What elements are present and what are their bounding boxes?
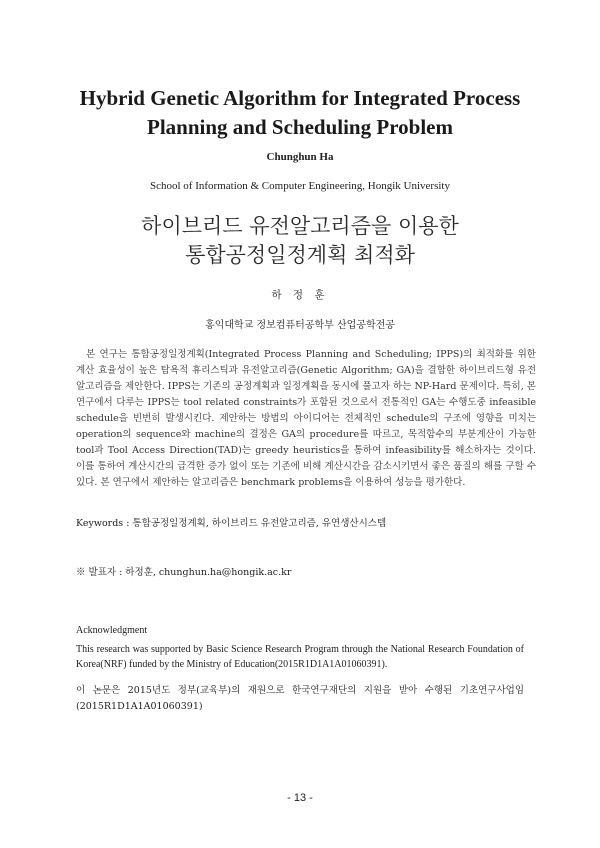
acknowledgment-text: This research was supported by Basic Science Research Program through the National Research Foundation of Korea(NRF) funded by the Ministry of Education(2015R1D1A1A01060391). [76,644,524,670]
author-ko: 하 정 훈 [271,289,329,301]
paper-title-ko-line1: 하이브리드 유전알고리즘을 이용한 [141,214,459,238]
page-number: - 13 - [287,792,313,804]
paper-title-ko-line2: 통합공정일정계획 최적화 [185,243,415,267]
affiliation-en: School of Information & Computer Engineering, Hongik University [149,180,450,192]
author-en: Chunghun Ha [266,151,334,163]
paper-title-en-line2: Planning and Scheduling Problem [147,115,453,139]
paper-title-ko [0,212,600,270]
acknowledgment-text-ko: 이 논문은 2015년도 정부(교육부)의 재원으로 한국연구재단의 지원을 받아 수행된 기초연구사업임 (2015R1D1A1A01060391) [76,685,524,712]
acknowledgment-heading: Acknowledgment [76,625,148,636]
abstract-text: 본 연구는 통합공정일정계획(Integrated Process Planning and Scheduling; IPPS)의 최적화를 위한 계산 효율성이 높은 탐욕적 휴리스틱과 유전알고리즘(Genetic Algorithm; GA)을 결합한 하이브리드형 유전 알고리즘을 제안한다. IPPS는 기존의 공정계획과 일정계획을 동시에 풀고자 하는 NP-Hard 문제이다. 특히, 본 연구에서 다루는 IPPS는 tool related constraints가 포함된 것으로서 전통적인 GA는 수행도중 infeasible schedule을 빈번히 발생시킨다. 제안하는 방법의 아이디어는 전체적인 schedule의 구조에 영향을 미치는 operation의 sequence와 machine의 결정은 GA의 procedure를 따르고, 목적함수의 부분계산이 가능한 tool과 Tool Access Direction(TAD)는 greedy heuristics을 통하여 infeasibility를 해소하자는 것이다. 이를 통하여 계산시간의 급격한 증가 없이 또는 기존에 비해 계산시간을 감소시키면서 좋은 품질의 해를 구할 수 있다. 본 연구에서 제안하는 알고리즘은 benchmark problems을 이용하여 성능을 평가한다. [76,349,536,488]
presenter-note: ※ 발표자 : 하정훈, chunghun.ha@hongik.ac.kr [76,567,292,578]
paper-title-en-line1: Hybrid Genetic Algorithm for Integrated Process [79,86,521,110]
affiliation-ko: 홍익대학교 정보컴퓨터공학부 산업공학전공 [205,320,395,331]
paper-title-en [40,84,560,142]
keywords: Keywords : 통합공정일정계획, 하이브리드 유전알고리즘, 유연생산시스템 [76,518,387,529]
